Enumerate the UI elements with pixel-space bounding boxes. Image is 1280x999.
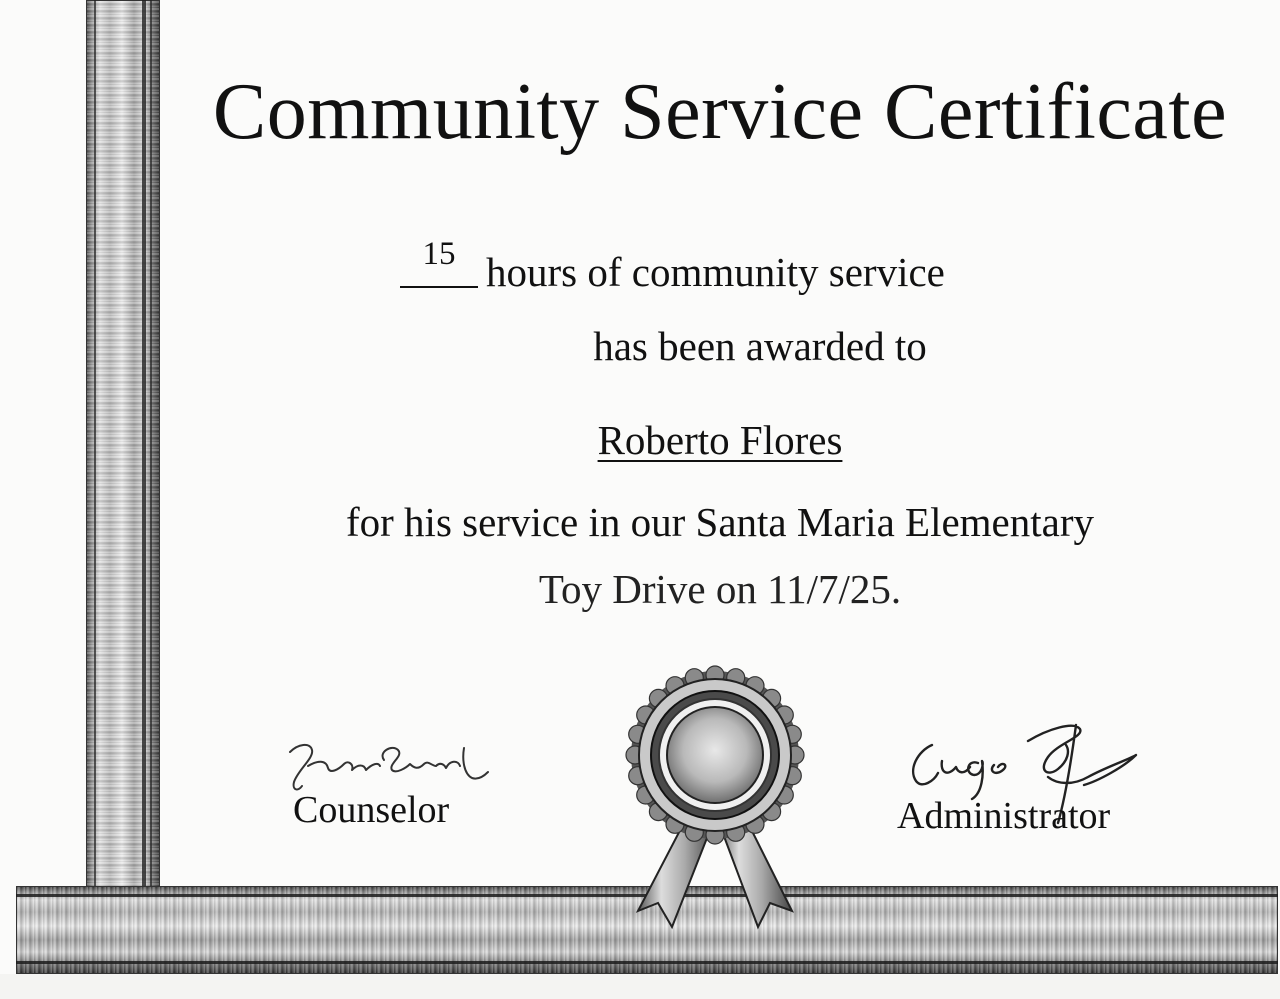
left-border-bar [86, 0, 160, 975]
hours-text: hours of community service [486, 249, 945, 295]
service-line-1: for his service in our Santa Maria Elementary [346, 499, 1094, 545]
awarded-text: has been awarded to [593, 323, 927, 369]
hours-line [400, 236, 1020, 295]
recipient-name-line [170, 416, 1270, 464]
recipient-name: Roberto Flores [597, 417, 843, 463]
administrator-label: Administrator [897, 795, 1111, 837]
counselor-label: Counselor [293, 789, 450, 831]
award-seal-icon [620, 665, 810, 945]
paper-bottom-edge [0, 974, 1280, 999]
hours-value: 15 [422, 236, 456, 272]
service-line-2: Toy Drive on 11/7/25. [538, 566, 902, 612]
hours-blank [400, 238, 478, 288]
certificate-title: Community Service Certificate [212, 68, 1228, 156]
